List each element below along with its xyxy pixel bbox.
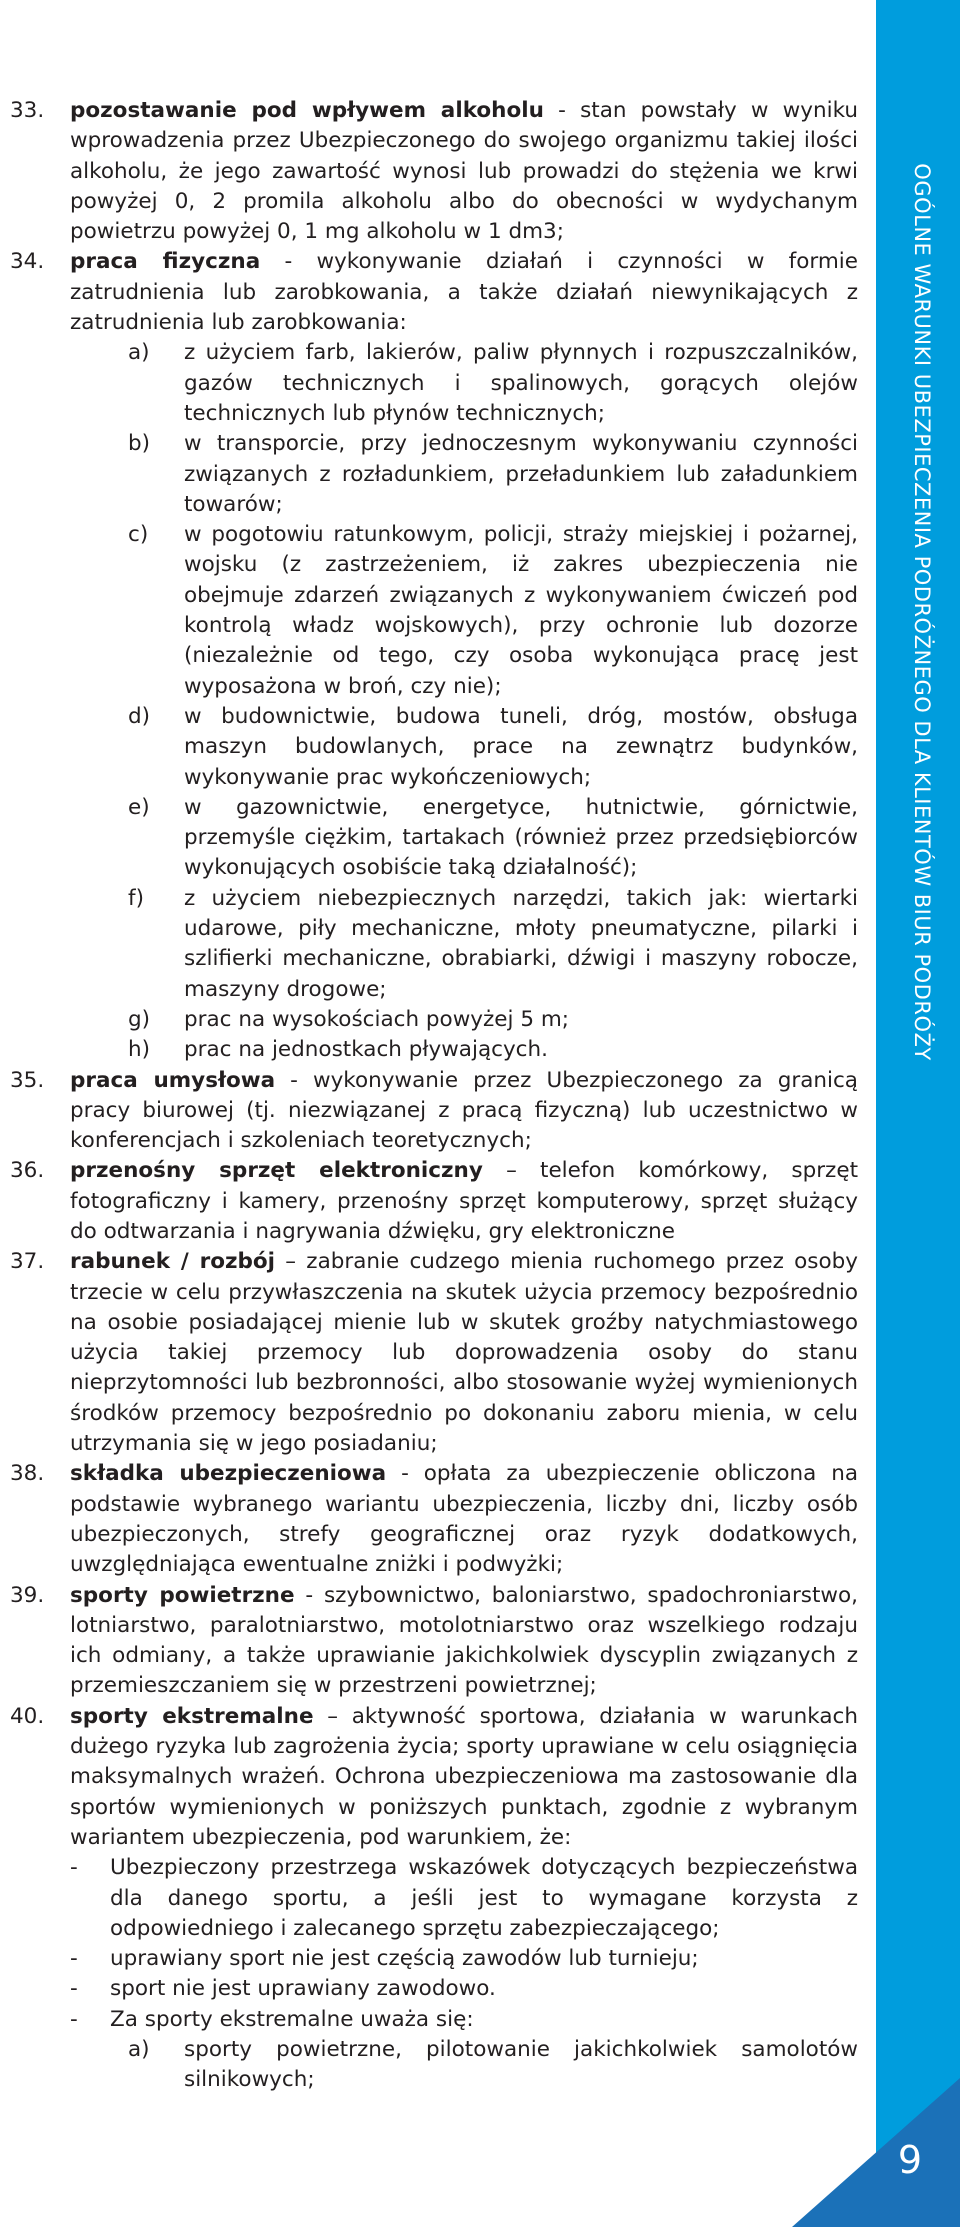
dash-item-text: Ubezpieczony przestrzega wskazówek dotyczących bezpieczeństwa dla danego sportu, a jeśli jest to wymagane korzysta z odpowiedniego i zalecanego sprzętu zabezpieczającego; xyxy=(110,1855,858,1941)
definition-text: - wykonywanie przez Ubezpieczonego za granicą pracy biurowej (tj. niezwiązanej z pracą fizyczną) lub uczestnictwo w konferencjach i szkoleniach teoretycznych; xyxy=(70,1067,858,1154)
list-item-letter: b) xyxy=(128,431,151,457)
definition-text: – aktywność sportowa, działania w warunkach dużego ryzyka lub zagrożenia życia; sporty uprawiane w celu osiągnięcia maksymalnych wrażeń. Ochrona ubezpieczeniowa ma zastosowanie dla sportów wymienionych w poniższych punktach, zgodnie z wybranym wariantem ubezpieczenia, pod warunkiem, że: xyxy=(70,1703,858,1850)
sidebar-title: OGÓLNE WARUNKI UBEZPIECZENIA PODRÓŻNEGO DLA KLIENTÓW BIUR PODRÓŻY xyxy=(910,163,934,1061)
list-item xyxy=(10,884,858,1005)
definition-text: – telefon komórkowy, sprzęt fotograficzny i kamery, przenośny sprzęt komputerowy, sprzęt służący do odtwarzania i nagrywania dźwięku, gry elektroniczne xyxy=(70,1158,858,1244)
list-item-text: prac na jednostkach pływających. xyxy=(184,1037,548,1063)
list-item-text: z użyciem farb, lakierów, paliw płynnych i rozpuszczalników, gazów technicznych i spalinowych, gorących olejów technicznych lub płynów technicznych; xyxy=(184,340,858,426)
definition-number: 37. xyxy=(10,1249,45,1275)
list-item-text: prac na wysokościach powyżej 5 m; xyxy=(184,1006,570,1032)
list-item-letter: f) xyxy=(128,885,144,911)
dash-item-text: uprawiany sport nie jest częścią zawodów lub turnieju; xyxy=(110,1946,699,1972)
definition-text: – zabranie cudzego mienia ruchomego przez osoby trzecie w celu przywłaszczenia na skutek użycia przemocy bezpośrednio na osobie posiadającej mienie lub w skutek groźby natychmiastowego użycia takiej przemocy lub doprowadzenia osoby do stanu nieprzytomności lub bezbronności, albo stosowanie wyżej wymienionych środków przemocy bezpośrednio po dokonaniu zaboru mienia, w celu utrzymania się w jego posiadaniu; xyxy=(70,1249,858,1457)
dash-item xyxy=(10,2005,858,2035)
dash-mark: - xyxy=(70,1946,78,1972)
list-item-letter: a) xyxy=(128,340,150,366)
definition-37 xyxy=(10,1247,858,1459)
list-item-text: w budownictwie, budowa tuneli, dróg, mostów, obsługa maszyn budowlanych, prace na zewnątrz budynków, wykonywanie prac wykończeniowych; xyxy=(184,703,858,790)
definition-term: praca fizyczna xyxy=(70,249,261,275)
dash-item xyxy=(10,1853,858,1944)
list-item xyxy=(10,793,858,884)
definition-term: sporty powietrzne xyxy=(70,1582,295,1608)
definition-36 xyxy=(10,1156,858,1247)
definition-term: rabunek / rozbój xyxy=(70,1249,276,1275)
list-item xyxy=(10,702,858,793)
list-item-text: w transporcie, przy jednoczesnym wykonywaniu czynności związanych z rozładunkiem, przeładunkiem lub załadunkiem towarów; xyxy=(184,431,858,517)
list-item-letter: c) xyxy=(128,522,149,548)
definition-text: - opłata za ubezpieczenie obliczona na podstawie wybranego wariantu ubezpieczenia, liczby dni, liczby osób ubezpieczonych, strefy geograficznej oraz ryzyk dodatkowych, uwzględniająca ewentualne zniżki i podwyżki; xyxy=(70,1461,859,1578)
list-item xyxy=(10,520,858,702)
list-item-text: w gazownictwie, energetyce, hutnictwie, górnictwie, przemyśle ciężkim, tartakach (również przez przedsiębiorców wykonujących osobiście taką działalność); xyxy=(184,794,858,881)
list-item-letter: g) xyxy=(128,1006,151,1032)
list-item xyxy=(10,1005,858,1035)
dash-item xyxy=(10,1974,858,2004)
definitions-list xyxy=(10,96,858,2096)
definition-term: praca umysłowa xyxy=(70,1067,276,1093)
definition-number: 34. xyxy=(10,249,45,275)
list-item-text: sporty powietrzne, pilotowanie jakichkolwiek samolotów silnikowych; xyxy=(184,2037,858,2093)
definition-number: 38. xyxy=(10,1461,45,1487)
list-item-letter: d) xyxy=(128,703,151,729)
definition-39 xyxy=(10,1581,858,1702)
definition-number: 36. xyxy=(10,1158,45,1184)
list-item-letter: a) xyxy=(128,2037,150,2062)
definition-number: 33. xyxy=(10,98,45,123)
dash-item-text: Za sporty ekstremalne uważa się: xyxy=(110,2006,474,2032)
list-item-text: w pogotowiu ratunkowym, policji, straży miejskiej i pożarnej, wojsku (z zastrzeżeniem, iż zakres ubezpieczenia nie obejmuje zdarzeń związanych z wykonywaniem ćwiczeń pod kontrolą władz wojskowych), przy ochronie lub dozorze (niezależnie od tego, czy osoba wykonująca pracę jest wyposażona w broń, czy nie); xyxy=(184,522,858,699)
list-item-letter: e) xyxy=(128,794,150,820)
dash-item xyxy=(10,1944,858,1974)
definition-35 xyxy=(10,1066,858,1157)
definition-number: 40. xyxy=(10,1703,45,1729)
definition-term: sporty ekstremalne xyxy=(70,1703,314,1729)
dash-item-text: sport nie jest uprawiany zawodowo. xyxy=(110,1976,496,2002)
definition-text: - stan powstały w wyniku wprowadzenia przez Ubezpieczonego do swojego organizmu takiej ilości alkoholu, że jego zawartość wynosi lub prowadzi do stężenia we krwi powyżej 0, 2 promila alkoholu albo do obecności w wydychanym powietrzu powyżej 0, 1 mg alkoholu w 1 dm3; xyxy=(70,98,858,245)
list-item xyxy=(10,2035,858,2096)
definition-number: 39. xyxy=(10,1582,45,1608)
page-number: 9 xyxy=(897,2138,923,2182)
dash-mark: - xyxy=(70,2006,78,2032)
list-item xyxy=(10,429,858,520)
list-item xyxy=(10,1035,858,1065)
definition-text: - wykonywanie działań i czynności w formie zatrudnienia lub zarobkowania, a także działań niewynikających z zatrudnienia lub zarobkowania: xyxy=(70,249,859,336)
definition-term: pozostawanie pod wpływem alkoholu xyxy=(70,98,544,123)
definition-40 xyxy=(10,1702,858,1853)
definition-text: - szybownictwo, baloniarstwo, spadochroniarstwo, lotniarstwo, paralotniarstwo, motolotniarstwo oraz wszelkiego rodzaju ich odmiany, a także uprawianie jakichkolwiek dyscyplin związanych z przemieszczaniem się w przestrzeni powietrznej; xyxy=(70,1582,858,1699)
definition-33 xyxy=(10,96,858,247)
definition-38 xyxy=(10,1459,858,1580)
dash-mark: - xyxy=(70,1855,78,1881)
list-item-letter: h) xyxy=(128,1037,151,1063)
definition-34 xyxy=(10,247,858,338)
dash-mark: - xyxy=(70,1976,78,2002)
list-item-text: z użyciem niebezpiecznych narzędzi, takich jak: wiertarki udarowe, piły mechaniczne, młoty pneumatyczne, pilarki i szlifierki mechaniczne, obrabiarki, dźwigi i maszyny robocze, maszyny drogowe; xyxy=(184,885,858,1002)
definition-number: 35. xyxy=(10,1067,45,1093)
definition-term: przenośny sprzęt elektroniczny xyxy=(70,1158,483,1184)
definition-term: składka ubezpieczeniowa xyxy=(70,1461,387,1487)
list-item xyxy=(10,338,858,429)
